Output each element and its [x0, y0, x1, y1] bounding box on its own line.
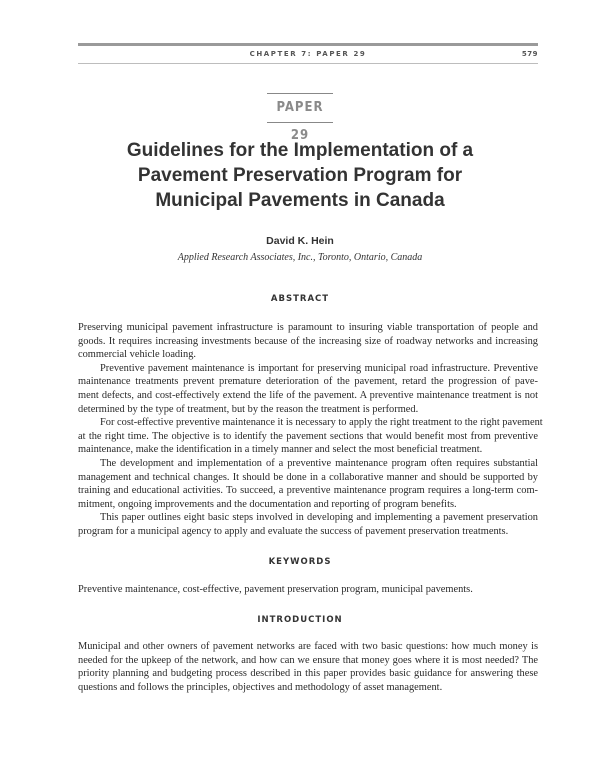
text-line: maintenance, make the identification in a timely manner and select the most beneficial treatment. [78, 444, 483, 456]
title-line: Municipal Pavements in Canada [155, 190, 445, 211]
text-line: Preserving municipal pavement infrastructure is paramount to insuring viable transportation of people and [78, 322, 538, 333]
abstract-paragraph [78, 362, 538, 416]
keywords-heading: KEYWORDS [268, 557, 332, 567]
abstract-paragraph [78, 457, 538, 511]
text-line: Preventive pavement maintenance is important for preserving municipal road infrastructure. Preventive [100, 362, 538, 374]
text-line: questions and follows the principles, objectives and methodology of asset management. [78, 681, 443, 693]
introduction-heading: INTRODUCTION [257, 615, 343, 625]
title-line: Guidelines for the Implementation of a [126, 140, 474, 161]
text-line: The development and implementation of a preventive maintenance program often requires substantial [100, 457, 538, 469]
text-line: training and educational activities. To succeed, a preventive maintenance program requires a long-term com- [78, 485, 538, 497]
text-line: maintenance treatments prevent premature deterioration of the pavement, retard the progression of pave- [78, 376, 538, 388]
text-line: goods. It requires increasing investments because of the increasing size of roadway networks and increasing [78, 335, 538, 347]
title-line: Pavement Preservation Program for [137, 165, 463, 186]
header-rule-thick [78, 43, 538, 46]
header-rule-thin [78, 63, 538, 64]
abstract-paragraph [78, 416, 543, 457]
author-affiliation: Applied Research Associates, Inc., Toronto, Ontario, Canada [177, 252, 423, 263]
keywords-text: Preventive maintenance, cost-effective, pavement preservation program, municipal pavements. [78, 584, 473, 595]
text-line: ment defects, and cost-effectively extend the life of the pavement. A preventive maintenance treatment is not [78, 389, 538, 401]
author-name: David K. Hein [266, 235, 334, 247]
text-line: determined by the type of treatment, but by the reason the treatment is performed. [78, 403, 419, 415]
abstract-heading: ABSTRACT [270, 294, 330, 304]
text-line: management and technical changes. It should be done in a collaborative manner and should be supported by [78, 471, 538, 483]
paper-title [60, 138, 540, 213]
text-line: mitment, ongoing improvements and the documentation and reporting of program benefits. [78, 498, 457, 510]
text-line: at the right time. The objective is to identify the pavement sections that would benefit most from preventive [78, 430, 538, 442]
running-title: CHAPTER 7: PAPER 29 [249, 50, 367, 58]
paper-label: PAPER 29 [267, 93, 333, 123]
text-line: This paper outlines eight basic steps involved in developing and implementing a pavement preservation [100, 512, 538, 524]
text-line: commercial vehicle loading. [78, 349, 197, 361]
text-line: For cost-effective preventive maintenance it is necessary to apply the right treatment to the right pavement [100, 417, 543, 429]
text-line: priority planning and budgeting process described in this paper provides basic guidance for answering these [78, 668, 538, 680]
introduction-paragraph [78, 640, 538, 694]
abstract-body [78, 321, 543, 539]
text-line: Municipal and other owners of pavement networks are faced with two basic questions: how much money is [78, 641, 538, 652]
text-line: needed for the upkeep of the network, and how can we ensure that money goes where it is most needed? The [78, 654, 538, 666]
text-line: program for a municipal agency to apply and evaluate the success of pavement preservation treatments. [78, 525, 509, 537]
page-number: 579 [521, 50, 538, 58]
abstract-paragraph [78, 321, 538, 362]
abstract-paragraph [78, 511, 538, 538]
